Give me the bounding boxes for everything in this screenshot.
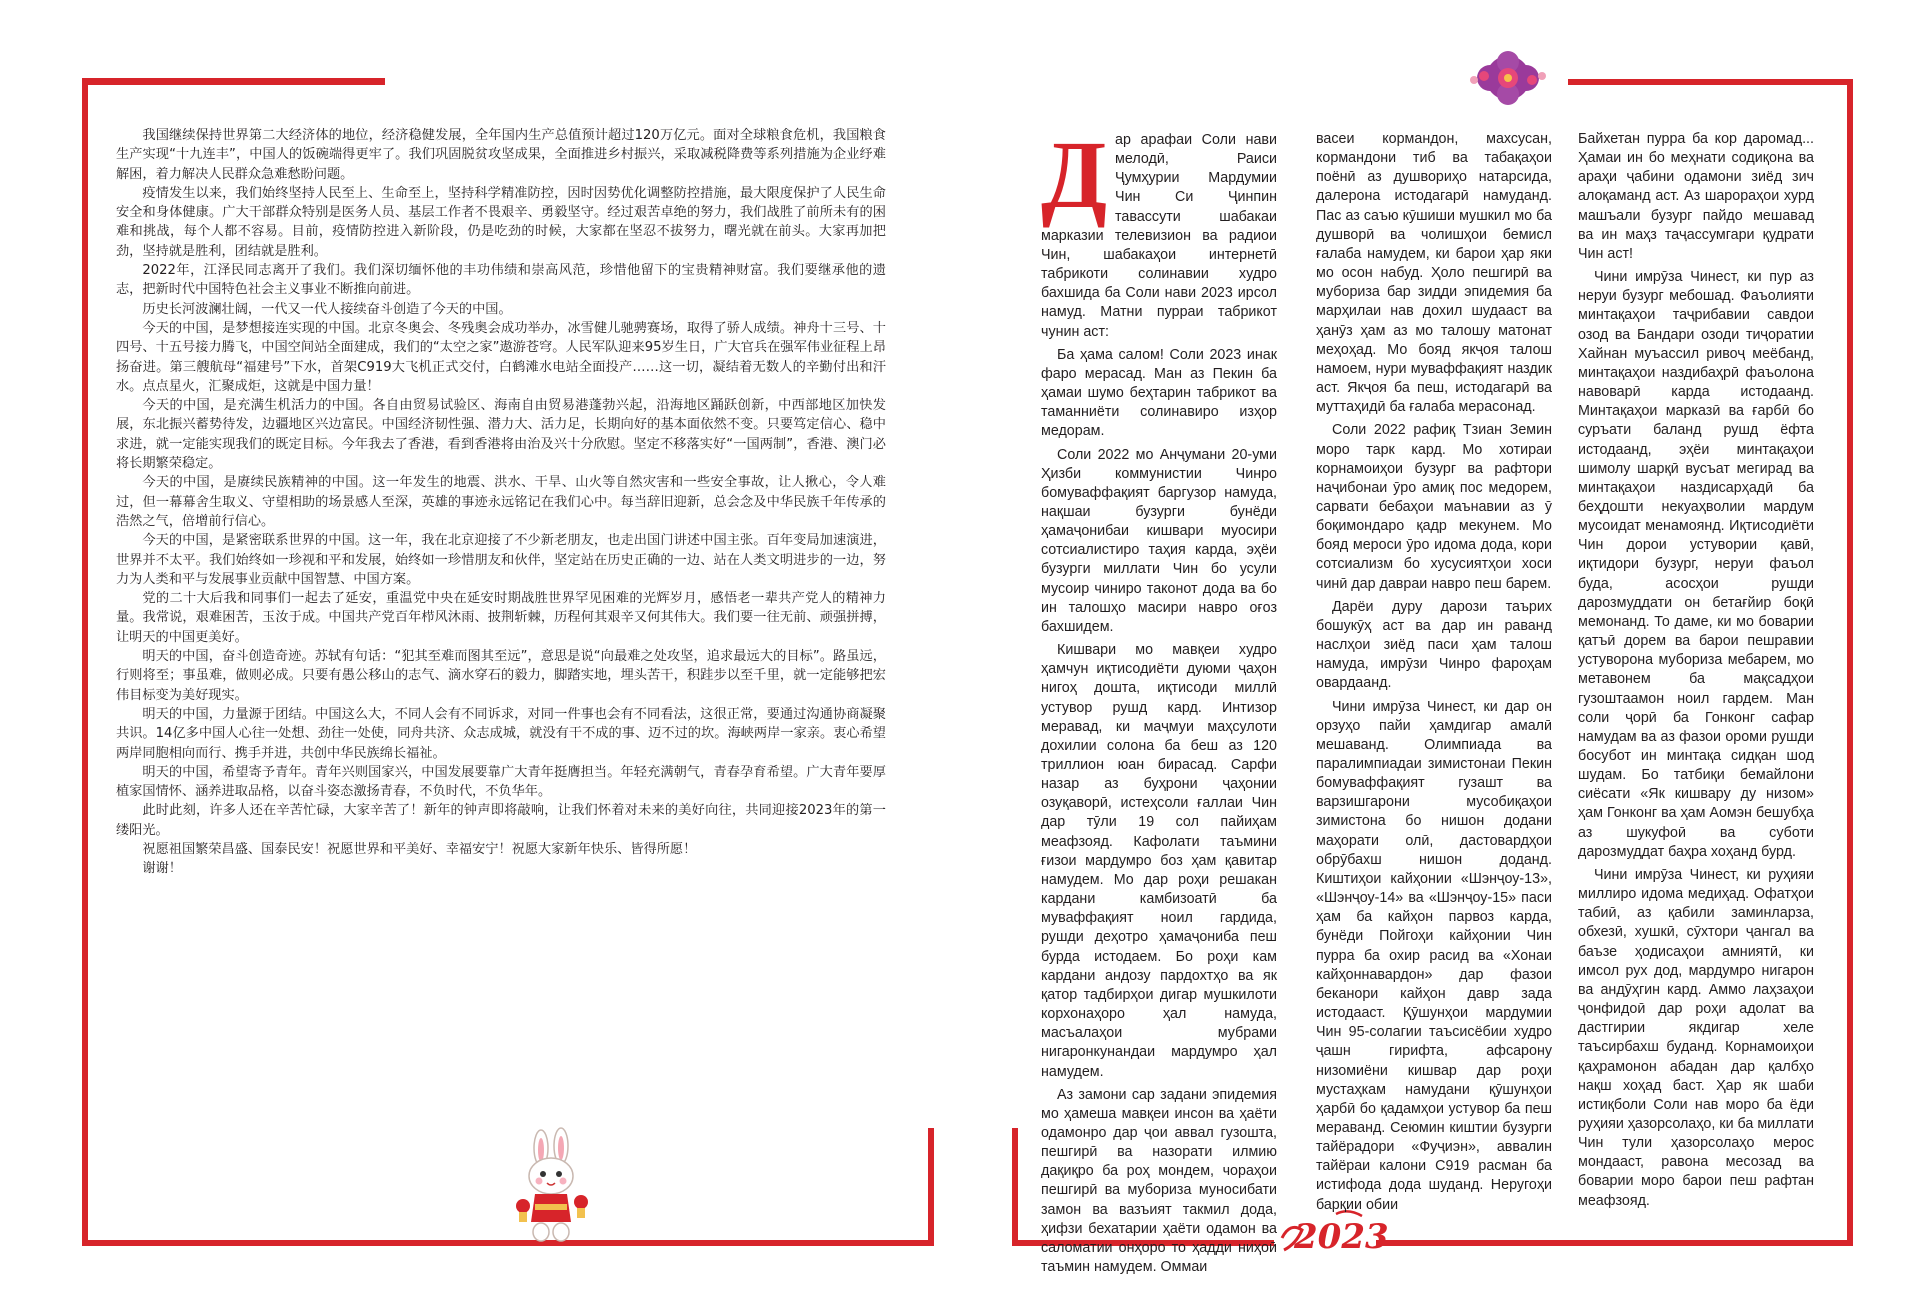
left-frame-right-stub [928,1128,934,1246]
tajik-column-2 [1316,130,1552,1219]
cn-paragraph: 今天的中国，是紧密联系世界的中国。这一年，我在北京迎接了不少新老朋友，也走出国门讲述中国主张。百年变局加速演进，世界并不太平。我们始终如一珍视和平和发展，始终如一珍惜朋友和伙伴，坚定站在历史正确的一边、站在人类文明进步的一边，努力为人类和平与发展事业贡献中国智慧、中国方案。 [116,533,886,587]
tj-paragraph [1041,121,1277,342]
tj-paragraph: Кишвари мо мавқеи худро ҳамчун иқтисодиёти дуюми ҷаҳон нигоҳ дошта, иқтисоди миллӣ устувор рушд кард. Интизор меравад, ки маҷмуи маҳсулоти дохилии солона ба беш аз 120 триллион юан бирасад. Сарфи назар аз буҳрони ҷаҳонии озуқаворӣ, истеҳсоли ғаллаи Чин дар тӯли 19 сол пайиҳам меафзояд. Кафолати таъмини ғизои мардумро боз ҳам қавитар намудем. Мо дар роҳи решакан кардани камбизоатӣ ба муваффақият ноил гардида, рушди деҳотро ҳамаҷониба пеш бурда истодаем. Бо роҳи кам кардани андозу пардохтҳо ва як қатор тадбирҳои дигар мушкилоти корхонаҳоро ҳал намуда, масъалаҳои мубрами нигаронкунандаи мардумро ҳал намудем. [1041,642,1277,1080]
cn-paragraph: 疫情发生以来，我们始终坚持人民至上、生命至上，坚持科学精准防控，因时因势优化调整防控措施，最大限度保护了人民生命安全和身体健康。广大干部群众特别是医务人员、基层工作者不畏艰辛、勇毅坚守。经过艰苦卓绝的努力，我们战胜了前所未有的困难和挑战，每个人都不容易。目前，疫情防控进入新阶段，仍是吃劲的时候，大家都在坚忍不拔努力，曙光就在前头。大家再加把劲，坚持就是胜利，团结就是胜利。 [116,185,886,259]
tj-paragraph: Соли 2022 рафиқ Тзиан Земин моро тарк кард. Мо хотираи корнамоиҳои бузург ва рафтори наҷибонаи ӯро амиқ пос медорем, сарвати бебаҳои маънавии аз ӯ боқимондаро қадр мекунем. Мо бояд мероси ӯро идома дода, кори сотсиализм бо хусусиятҳои хоси чинӣ дар даврaи навро пеш барем. [1316,422,1552,592]
rabbit-mascot-icon [505,1130,601,1248]
tj-paragraph: васеи кормандон, махсусан, кормандони тиб ва табақаҳои поёнӣ аз душвориҳо натарсида, далерона истодагарӣ намуданд. Пас аз саъю кӯшиши мушкил мо ба душворӣ ва чолишҳои бемисл ғалаба намудем, ки барои ҳар яки мо осон набуд. Ҳоло пешгирӣ ва мубориза бар зидди эпидемия ба марҳилаи нав дохил шудааст ва ҳанӯз ҳам аз мо талошу матонат меҳоҳад. Мо бояд якҷоя талош намоем, нури муваффақият наздик аст. Якҷоя ба пеш, истодагарӣ ва муттаҳидӣ ба ғалаба мерасонад. [1316,131,1552,416]
tj-paragraph: Соли 2022 мо Анҷумани 20-уми Ҳизби коммунистии Чинро бомуваффақият баргузор намуда, нақшаи бузурги бунёди ҳамаҷонибаи кишвари муосири сотсиалистиро таҳия карда, эҳёи бузурги миллати Чин бо усули мусоир чиниро таконот дода ва бо ин талошҳо масири навро оғоз бахшидем. [1041,446,1277,635]
cn-paragraph: 党的二十大后我和同事们一起去了延安，重温党中央在延安时期战胜世界罕见困难的光辉岁月，感悟老一辈共产党人的精神力量。我常说，艰难困苦，玉汝于成。中国共产党百年栉风沐雨、披荆斩棘，历程何其艰辛又何其伟大。我们要一往无前、顽强拼搏，让明天的中国更美好。 [116,591,886,645]
cn-paragraph: 今天的中国，是赓续民族精神的中国。这一年发生的地震、洪水、干旱、山火等自然灾害和一些安全事故，让人揪心，令人难过，但一幕幕舍生取义、守望相助的场景感人至深，英雄的事迹永远铭记在我们心中。每当辞旧迎新，总会念及中华民族千年传承的浩然之气，倍增前行信心。 [116,475,886,529]
tj-paragraph: Чини имрӯза Чинест, ки пур аз неруи бузург мебошад. Фаъолияти минтақаҳои таҷрибавии савдои озод ва Бандари озоди тиҷоратии Хайнан муъассил ривоҷ меёбанд, минтақаҳои наздибаҳрӣ фаъолона навоварӣ карда истодаанд. Минтақаҳои марказӣ ва ғарбӣ бо суръати баланд рушд ёфта истодаанд, эҳёи минтақаҳои шимолу шарқӣ вусъат мегирад ва минтақаҳои наздисарҳадӣ ба беҳдошти некуаҳволии мардум мусоидат менамоянд. Иқтисодиёти Чин дорои устувории қавӣ, иқтидори бузург, неруи фаъол буда, асосҳои рушди дарозмуддати он бетағйир боқӣ мемонанд. То даме, ки мо боварии қатъӣ дорем ва барои пешравии устуворона мубориза мебарем, мо метавонем ба мақсадҳои гузоштаамон ноил гардем. Ман соли ҷорӣ ба Гонконг сафар намудам ва аз фазои ороми рушди босубот ин минтақа сидқан шод шудам. Бо татбиқи бемайлони сиёсати «Як кишвару ду низом» ҳам Гонконг ва ҳам Аомэн бешубҳа аз шукуфоӣ ва суботи дарозмуддат баҳра хоҳанд бурд. [1578,269,1814,860]
tajik-column-1 [1041,121,1277,1281]
chinese-article [116,126,886,879]
cn-paragraph: 明天的中国，力量源于团结。中国这么大，不同人会有不同诉求，对同一件事也会有不同看法，这很正常，要通过沟通协商凝聚共识。14亿多中国人心往一处想、劲往一处使，同舟共济、众志成城，就没有干不成的事、迈不过的坎。海峡两岸一家亲。衷心希望两岸同胞相向而行、携手并进，共创中华民族绵长福祉。 [116,706,886,761]
flower-ornament-icon [1466,50,1550,106]
right-frame-bottom-right [1376,1240,1853,1246]
drop-cap: Д [1041,121,1108,228]
tj-paragraph: Дарёи дуру дарози таърих бошукӯҳ аст ва дар ин раванд наслҳои зиёд паси ҳам талош намуда, имрӯзи Чинро фароҳам овардаанд. [1316,598,1552,692]
right-frame-left-stub [1012,1128,1018,1246]
tj-paragraph: Чини имрӯза Чинест, ки дар он орзуҳо пайи ҳамдигар амалӣ мешаванд. Олимпиада ва паралимпиадаи зимистонаи Пекин бомуваффақият гузашт ва варзишгарони мусобиқаҳои зимистона бо нишон додани маҳорати олӣ, дастовардҳои обрӯбахш нишон доданд. Киштиҳои кайҳонии «Шэнҷоу-13», «Шэнҷоу-14» ва «Шэнҷоу-15» паси ҳам ба кайҳон парвоз карда, бунёди Пойгоҳи кайҳонии Чин пурра ба охир расид ва «Хонаи кайҳоннавардон» дар фазои беканори кайҳон давр зада истодааст. Қӯшунҳои мардумии Чин 95-солагии таъсисёбии худро ҷашн гирифта, афсарону низомиёни кишвар дар роҳи мустаҳкам намудани қӯшунҳои ҳарбӣ бо қадамҳои устувор ба пеш мераванд. Сеюмин киштии бузурги тайёрадори «Фуҷиэн», аввалин тайёраи калони C919 расман ба истифода дода шуданд. Неругоҳи барқии обии [1316,698,1552,1213]
cn-paragraph: 明天的中国，希望寄予青年。青年兴则国家兴，中国发展要靠广大青年挺膺担当。年轻充满朝气，青春孕育希望。广大青年要厚植家国情怀、涵养进取品格，以奋斗姿态激扬青春，不负时代，不负华年。 [116,764,886,800]
cn-paragraph: 谢谢！ [142,861,182,877]
tj-paragraph: Ба ҳама салом! Соли 2023 инак фаро мерасад. Ман аз Пекин ба ҳамаи шумо беҳтарин табрикот ва таманниёти солинавиро изҳор медорам. [1041,346,1277,440]
tajik-column-3 [1578,130,1814,1215]
cn-paragraph: 明天的中国，奋斗创造奇迹。苏轼有句话：“犯其至难而图其至远”，意思是说“向最难之处攻坚，追求最远大的目标”。路虽远，行则将至；事虽难，做则必成。只要有愚公移山的志气、滴水穿石的毅力，脚踏实地，埋头苦干，积跬步以至千里，就一定能够把宏伟目标变为美好现实。 [116,649,886,703]
tj-paragraph: Байхетан пурра ба кор даромад... Ҳамаи ин бо меҳнати содиқона ва араҳи ҷабини одамони зиёд зич алоқаманд аст. Аз шарораҳои хурд машъали бузург пайдо мешавад ва ин маҳз таҷассумгари қудрати Чин аст! [1578,131,1814,262]
cn-paragraph: 祝愿祖国繁荣昌盛、国泰民安！祝愿世界和平美好、幸福安宁！祝愿大家新年快乐、皆得所愿！ [142,841,697,857]
right-frame-right [1847,79,1853,1246]
cn-paragraph: 今天的中国，是梦想接连实现的中国。北京冬奥会、冬残奥会成功举办，冰雪健儿驰骋赛场，取得了骄人成绩。神舟十三号、十四号、十五号接力腾飞，中国空间站全面建成，我们的“太空之家”遨游苍穹。人民军队迎来95岁生日，广大官兵在强军伟业征程上昂扬奋进。第三艘航母“福建号”下水，首架C919大飞机正式交付，白鹤滩水电站全面投产……这一切，凝结着无数人的辛勤付出和汗水。点点星火，汇聚成炬，这就是中国力量！ [116,320,886,394]
cn-paragraph: 我国继续保持世界第二大经济体的地位，经济稳健发展，全年国内生产总值预计超过120万亿元。面对全球粮食危机，我国粮食生产实现“十九连丰”，中国人的饭碗端得更牢了。我们巩固脱贫攻坚成果，全面推进乡村振兴，采取减税降费等系列措施为企业纾难解困，着力解决人民群众急难愁盼问题。 [116,128,886,182]
tj-paragraph: Чини имрӯза Чинест, ки руҳияи миллиро идома медиҳад. Офатҳои табиӣ, аз қабили заминларза, обхезӣ, хушкӣ, сӯхтори ҷангал ва баъзе ҳодисаҳои амниятӣ, ки имсол рух дод, мардумро нигарон ва андӯҳгин кард. Аммо лаҳзаҳои ҷонфидоӣ дар роҳи адолат ва дастгирии якдигар хеле таъсирбахш буданд. Корнамоиҳои қаҳрамонон абадан дар қалбҳо нақш хоҳад баст. Ҳар як шаби истиқболи Соли нав моро ба ёди руҳияи ҳазорсолаҳо, ки ба миллати Чин тули ҳазорсолаҳо мерос мондааст, равона месозад ва боварии моро барои пеш рафтан меафзояд. [1578,866,1814,1209]
year-2023-text: 2023 [1294,1217,1389,1257]
left-frame-top [82,78,385,85]
cn-paragraph: 今天的中国，是充满生机活力的中国。各自由贸易试验区、海南自由贸易港蓬勃兴起，沿海地区踊跃创新，中西部地区加快发展，东北振兴蓄势待发，边疆地区兴边富民。中国经济韧性强、潜力大、活力足，长期向好的基本面依然不变。只要笃定信心、稳中求进，就一定能实现我们的既定目标。今年我去了香港，看到香港将由治及兴十分欣慰。坚定不移落实好“一国两制”，香港、澳门必将长期繁荣稳定。 [116,398,886,472]
tj-paragraph: Аз замони сар задани эпидемия мо ҳамеша мавқеи инсон ва ҳаёти одамонро дар ҷои аввал гузошта, пешгирӣ ва назорати илмию дақиқро ба роҳ мондем, чораҳои пешгирӣ ва мубориза муносибати замон ва вазъият такмил дода, ҳифзи бехатарии ҳаёти одамон ва саломатии онҳоро то ҳадди ниҳоӣ таъмин намудем. Оммаи [1041,1086,1277,1276]
cn-paragraph: 此时此刻，许多人还在辛苦忙碌，大家辛苦了！新年的钟声即将敲响，让我们怀着对未来的美好向往，共同迎接2023年的第一缕阳光。 [116,803,886,838]
cn-paragraph: 历史长河波澜壮阔，一代又一代人接续奋斗创造了今天的中国。 [142,301,512,317]
left-frame-left [82,78,88,1246]
cn-paragraph: 2022年，江泽民同志离开了我们。我们深切缅怀他的丰功伟绩和崇高风范，珍惜他留下的宝贵精神财富。我们要继承他的遗志，把新时代中国特色社会主义事业不断推向前进。 [116,263,886,298]
tj-paragraph-text: ар арафаи Соли нави мелодӣ, Раиси Ҷумҳурии Мардумии Чин Си Ҷинпин тавассути шабакаи марказии телевизион ва радиои Чин, шабакаҳои интернетӣ табрикоти солинавии худро бахшида ба Соли нави 2023 ирсол намуд. Матни пурраи табрикот чунин аст: [1041,132,1277,340]
right-frame-top [1568,79,1852,85]
